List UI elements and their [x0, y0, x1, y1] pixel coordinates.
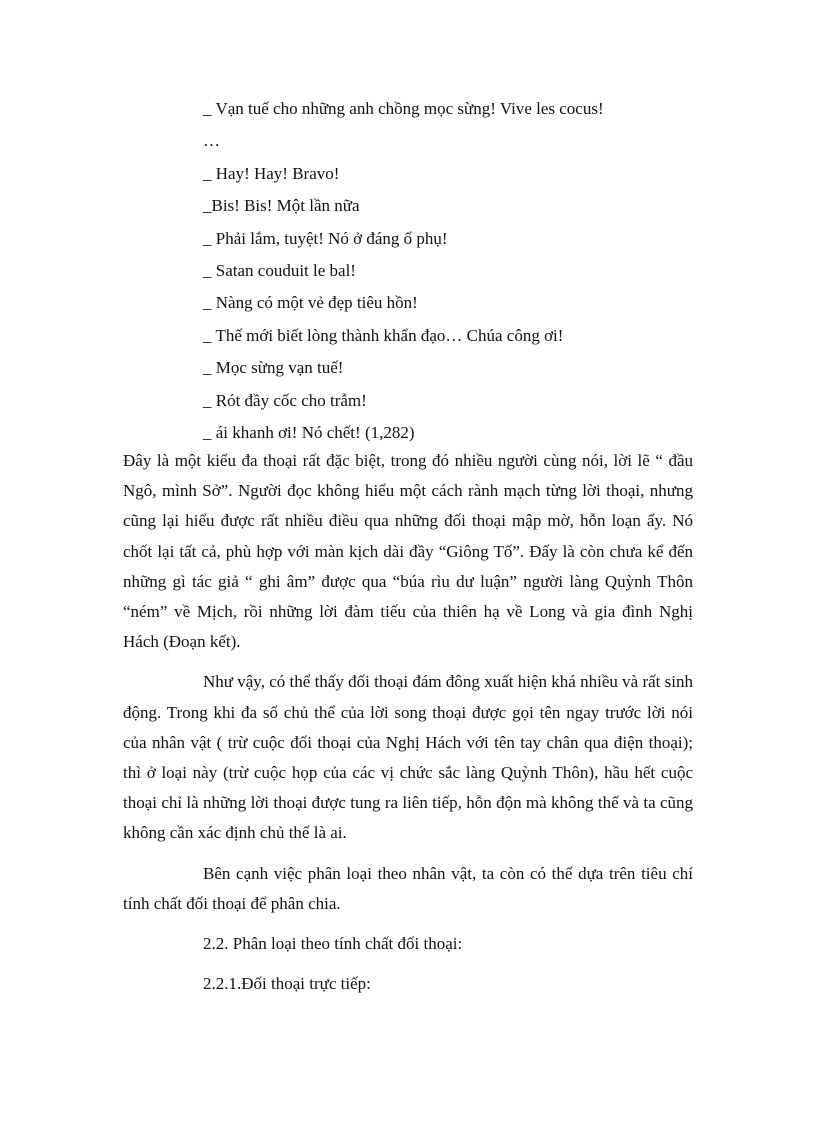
body-text: [123, 446, 693, 999]
paragraph-transition: Bên cạnh việc phân loại theo nhân vật, ta còn có thể dựa trên tiêu chí tính chất đối thoại để phân chia.: [123, 863, 693, 913]
dialogue-line: _ Vạn tuế cho những anh chồng mọc sừng! Vive les cocus!: [203, 99, 604, 118]
dialogue-line: _ Rót đầy cốc cho trẫm!: [203, 390, 367, 410]
dialogue-line: …: [203, 131, 220, 151]
dialogue-list: [203, 93, 604, 449]
dialogue-line: _ Satan couduit le bal!: [203, 260, 356, 280]
dialogue-line: _ Thế mới biết lòng thành khẩn đạo… Chúa công ơi!: [203, 325, 564, 345]
subsection-heading: 2.2.1.Đối thoại trực tiếp:: [203, 974, 371, 994]
dialogue-line: _ Phải lắm, tuyệt! Nó ở đáng ố phụ!: [203, 228, 448, 248]
dialogue-line: _ Hay! Hay! Bravo!: [203, 163, 340, 183]
dialogue-line: _ Nàng có một vẻ đẹp tiêu hồn!: [203, 293, 418, 313]
dialogue-line: _Bis! Bis! Một lần nữa: [203, 196, 360, 216]
dialogue-line: _ Mọc sừng vạn tuế!: [203, 358, 344, 378]
section-heading: 2.2. Phân loại theo tính chất đối thoại:: [203, 934, 463, 954]
dialogue-line: _ ái khanh ơi! Nó chết! (1,282): [203, 422, 415, 442]
paragraph-analysis: Đây là một kiểu đa thoại rất đặc biệt, trong đó nhiều người cùng nói, lời lẽ “ đầu Ngô, mình Sở”. Người đọc không hiểu một cách rành mạch từng lời thoại, nhưng cũng lại hiểu được rất nhiều điều qua những đối thoại mập mờ, hỗn loạn ấy. Nó chốt lại tất cả, phù hợp với màn kịch dài đầy “Giông Tố”. Đấy là còn chưa kể đến những gì tác giả “ ghi âm” được qua “búa rìu dư luận” người làng Quỳnh Thôn “ném” về Mịch, rồi những lời đàm tiếu của thiên hạ về Long và gia đình Nghị Hách (Đoạn kết).: [123, 451, 693, 652]
paragraph-crowd-dialogue: Như vậy, có thể thấy đối thoại đám đông xuất hiện khá nhiều và rất sinh động. Trong khi đa số chủ thể của lời song thoại được gọi tên ngay trước lời nói của nhân vật ( trừ cuộc đối thoại của Nghị Hách với tên tay chân qua điện thoại); thì ở loại này (trừ cuộc họp của các vị chức sắc làng Quỳnh Thôn), hầu hết cuộc thoại chỉ là những lời thoại được tung ra liên tiếp, hỗn độn mà không thể và ta cũng không cần xác định chủ thể là ai.: [123, 672, 693, 843]
